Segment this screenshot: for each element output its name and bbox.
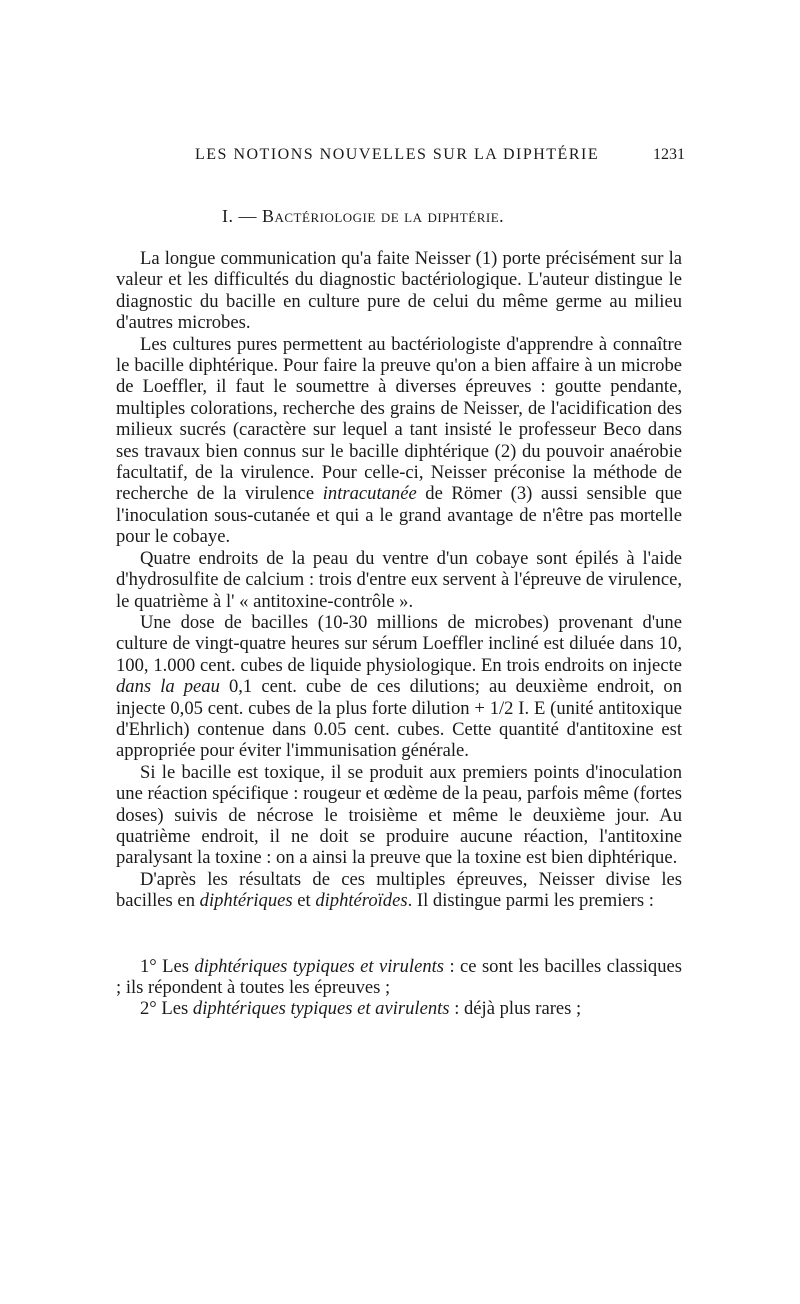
text-run: D'après les résultats de ces multiples épreuves, Neisser divise les bacilles en: [116, 868, 682, 912]
text-run: La longue communication qu'a faite Neisser (1) porte précisément sur la valeur et les difficultés du diagnostic bactériologique. L'auteur distingue le diagnostic du bacille en culture pure de celui du même germe au milieu d'autres microbes.: [116, 248, 682, 334]
text-run: : ce sont les bacilles classiques ; ils répondent à toutes les épreuves ;: [116, 955, 682, 998]
running-head: [195, 146, 685, 164]
italic-text: diphtériques typiques et virulents: [194, 955, 445, 977]
italic-text: diphtériques: [199, 890, 293, 912]
paragraph: [116, 869, 682, 912]
body-text: [116, 248, 682, 1020]
paragraph: [116, 956, 682, 999]
text-run: Si le bacille est toxique, il se produit aux premiers points d'inoculation une réaction spécifique : rougeur et œdème de la peau, parfois même (fortes doses) suivis de nécrose le troisième et même le deuxième jour. Au quatrième endroit, il ne doit se produire aucune réaction, l'antitoxine paralysant la toxine : on a ainsi la preuve que la toxine est bien diphtérique.: [116, 761, 682, 869]
paragraph: [116, 334, 682, 548]
text-run: : déjà plus rares ;: [449, 998, 582, 1020]
page-number: 1231: [653, 146, 685, 163]
running-title: LES NOTIONS NOUVELLES SUR LA DIPHTÉRIE: [195, 146, 600, 163]
paragraph: [116, 612, 682, 762]
italic-text: intracutanée: [322, 483, 417, 505]
paragraph: [116, 762, 682, 869]
paragraph: [116, 548, 682, 612]
text-run: . Il distingue parmi les premiers :: [407, 890, 654, 912]
italic-text: diphtéroïdes: [315, 890, 408, 912]
section-title: I. — Bactériologie de la diphtérie.: [222, 206, 505, 226]
text-run: de Römer (3) aussi sensible que l'inoculation sous-cutanée et qui a le grand avantage de n'être pas mortelle pour le cobaye.: [116, 483, 682, 548]
paragraph: [116, 998, 682, 1019]
text-run: Quatre endroits de la peau du ventre d'un cobaye sont épilés à l'aide d'hydrosulfite de calcium : trois d'entre eux servent à l'épreuve de virulence, le quatrième à l' « antitoxine-contrôle ».: [116, 547, 682, 612]
text-run: Une dose de bacilles (10-30 millions de microbes) provenant d'une culture de vingt-quatre heures sur sérum Loeffler incliné est diluée dans 10, 100, 1.000 cent. cubes de liquide physiologique. En trois endroits on injecte: [116, 611, 682, 676]
italic-text: diphtériques typiques et avirulents: [192, 998, 450, 1020]
italic-text: dans la peau: [116, 676, 220, 698]
paragraph: [116, 248, 682, 334]
text-run: et: [292, 890, 316, 912]
text-run: Les cultures pures permettent au bactériologiste d'apprendre à connaître le bacille diphtérique. Pour faire la preuve qu'on a bien affaire à un microbe de Loeffler, il faut le soumettre à diverses épreuves : goutte pendante, multiples colorations, recherche des grains de Neisser, de l'acidification des milieux sucrés (caractère sur lequel a tant insisté le professeur Beco dans ses travaux bien connus sur le bacille diphtérique (2) du pouvoir anaérobie facultatif, de la virulence. Pour celle-ci, Neisser préconise la méthode de recherche de la virulence: [116, 333, 682, 505]
text-run: 2° Les: [140, 998, 193, 1020]
text-run: 0,1 cent. cube de ces dilutions; au deuxième endroit, on injecte 0,05 cent. cubes de la plus forte dilution + 1/2 I. E (unité antitoxique d'Ehrlich) contenue dans 0.05 cent. cubes. Cette quantité d'antitoxine est appropriée pour éviter l'immunisation générale.: [116, 676, 682, 762]
text-run: 1° Les: [140, 955, 195, 977]
